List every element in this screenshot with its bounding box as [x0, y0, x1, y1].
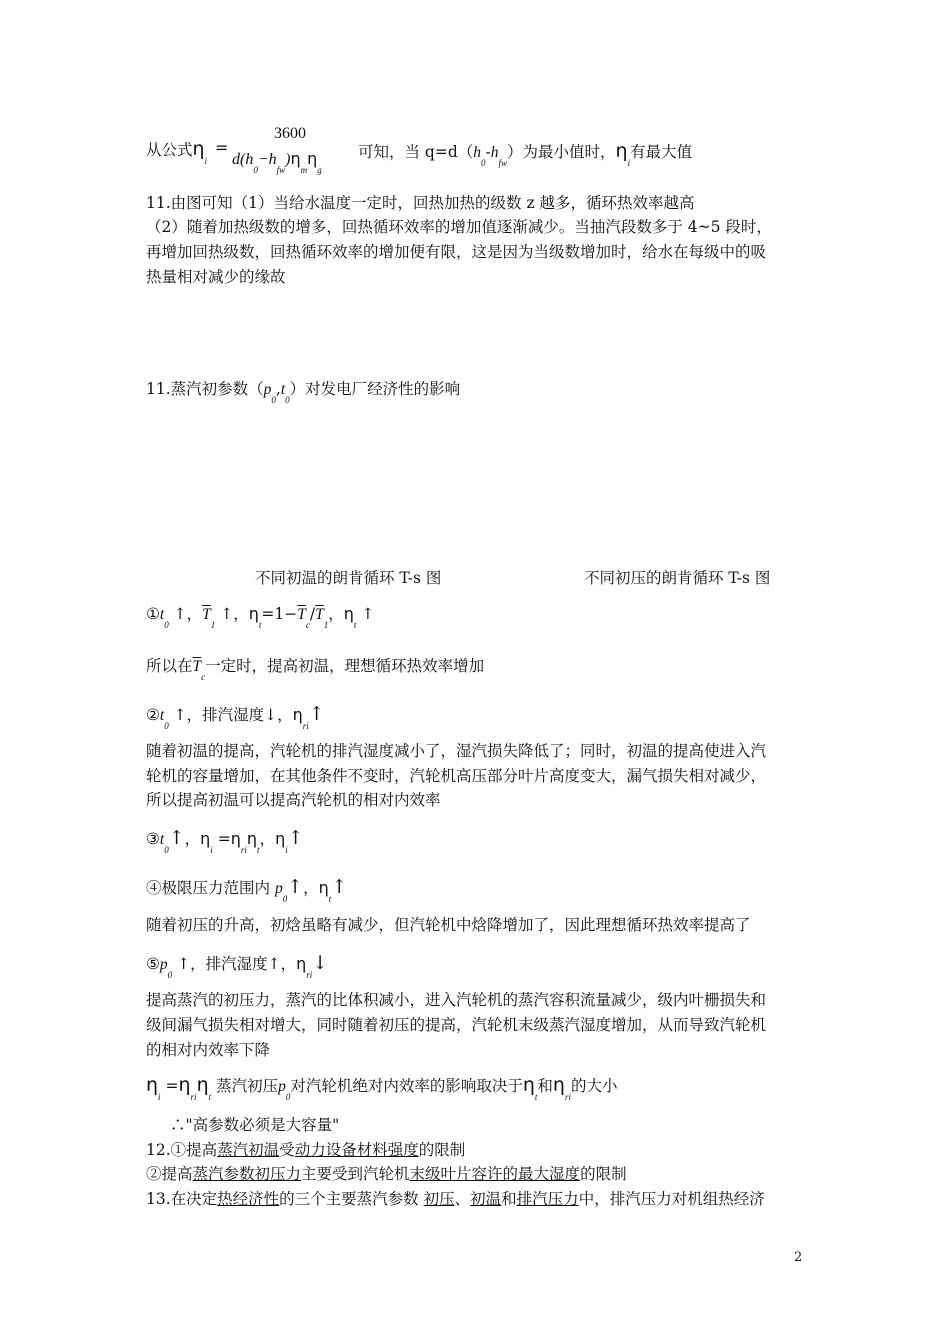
- p11a-line4: 热量相对减少的缘故: [146, 268, 286, 286]
- formula-equals: =: [215, 138, 229, 157]
- p12-line1: 12.①提高蒸汽初温受动力设备材料强度的限制: [146, 1141, 466, 1159]
- p11a-line1: 11.由图可知（1）当给水温度一定时，回热加热的级数 z 越多，循环热效率越高: [146, 194, 695, 212]
- formula-prefix: 从公式: [146, 141, 193, 159]
- item2-line2: 轮机的容量增加，在其他条件不变时，汽轮机高压部分叶片高度变大，漏气损失相对减少，: [146, 767, 767, 785]
- item2-line3: 所以提高初温可以提高汽轮机的相对内效率: [146, 791, 441, 809]
- p12-line2: ②提高蒸汽参数初压力主要受到汽轮机末级叶片容许的最大湿度的限制: [146, 1165, 627, 1183]
- item2-eq: $②t_0$ ↑，排汽湿度↓，$\eta_{ri}↑$: [146, 703, 325, 731]
- page-number: 2: [794, 1250, 803, 1265]
- p11a-line2: （2）随着加热级数的增多，回热循环效率的增加值逐渐减少。当抽汽段数多于 4~5 段时，: [146, 218, 772, 236]
- formula-denominator: $d(h_0-h_{fw})\eta_m\eta_g$: [232, 149, 322, 175]
- formula-middle: 可知，当 $q=d(h_0-h_{fw})$为最小值时，$\eta_i$有最大值: [358, 140, 693, 168]
- caption-left: 不同初温的朗肯循环 T-s 图: [255, 569, 442, 587]
- item4-eq: ④极限压力范围内 $p_0↑$，$\eta_t↑$: [146, 876, 348, 904]
- p13-line1: 13.在决定热经济性的三个主要蒸汽参数 初压、初温和排汽压力中，排汽压力对机组热经济: [146, 1190, 765, 1208]
- therefore-line: ∴"高参数必须是大容量": [170, 1116, 340, 1134]
- item5-eq: $⑤p_0$ ↑，排汽湿度↑，$\eta_{ri}↓$: [146, 952, 329, 980]
- item1-conclusion: 所以在$\overline{T}_c$一定时，提高初温，理想循环热效率增加: [146, 657, 485, 682]
- item4-line1: 随着初压的升高，初焓虽略有减少，但汽轮机中焓降增加了，因此理想循环热效率提高了: [146, 916, 751, 934]
- item5-line2: 级间漏气损失相对增大，同时随着初压的提高，汽轮机末级蒸汽湿度增加，从而导致汽轮机: [146, 1016, 767, 1034]
- item5-line1: 提高蒸汽的初压力，蒸汽的比体积减小，进入汽轮机的蒸汽容积流量减少，级内叶栅损失和: [146, 991, 767, 1009]
- caption-right: 不同初压的朗肯循环 T-s 图: [584, 569, 771, 587]
- formula-eta-i: 从公式$\eta_i$: [146, 138, 208, 166]
- item2-line1: 随着初温的提高，汽轮机的排汽湿度减小了，湿汽损失降低了；同时，初温的提高使进入汽: [146, 742, 767, 760]
- p11b-heading: 11.蒸汽初参数$(p_0,t_0)$对发电厂经济性的影响: [146, 380, 461, 405]
- item5-line3: 的相对内效率下降: [146, 1041, 271, 1059]
- eta-relation: $\eta_i =\eta_{ri}\eta_t$ 蒸汽初压$p_0$对汽轮机绝对内效率的影响取决于$\eta_t$和$\eta_{ri}$的大小: [146, 1074, 618, 1102]
- formula-numerator: 3600: [274, 125, 306, 142]
- p11a-line3: 再增加回热级数，回热循环效率的增加便有限，这是因为当级数增加时，给水在每级中的吸: [146, 243, 767, 261]
- eta-symbol: η: [192, 138, 205, 160]
- item3-eq: $③t_0↑$，$\eta_i =\eta_{ri}\eta_t$，$\eta_i↑$: [146, 827, 304, 855]
- item1-eq: $①t_0$ ↑，$\overline{T}_1$ ↑，$\eta_t=1-\overline{T}_c/\overline{T}_1$，$\eta_t$ ↑: [146, 604, 375, 630]
